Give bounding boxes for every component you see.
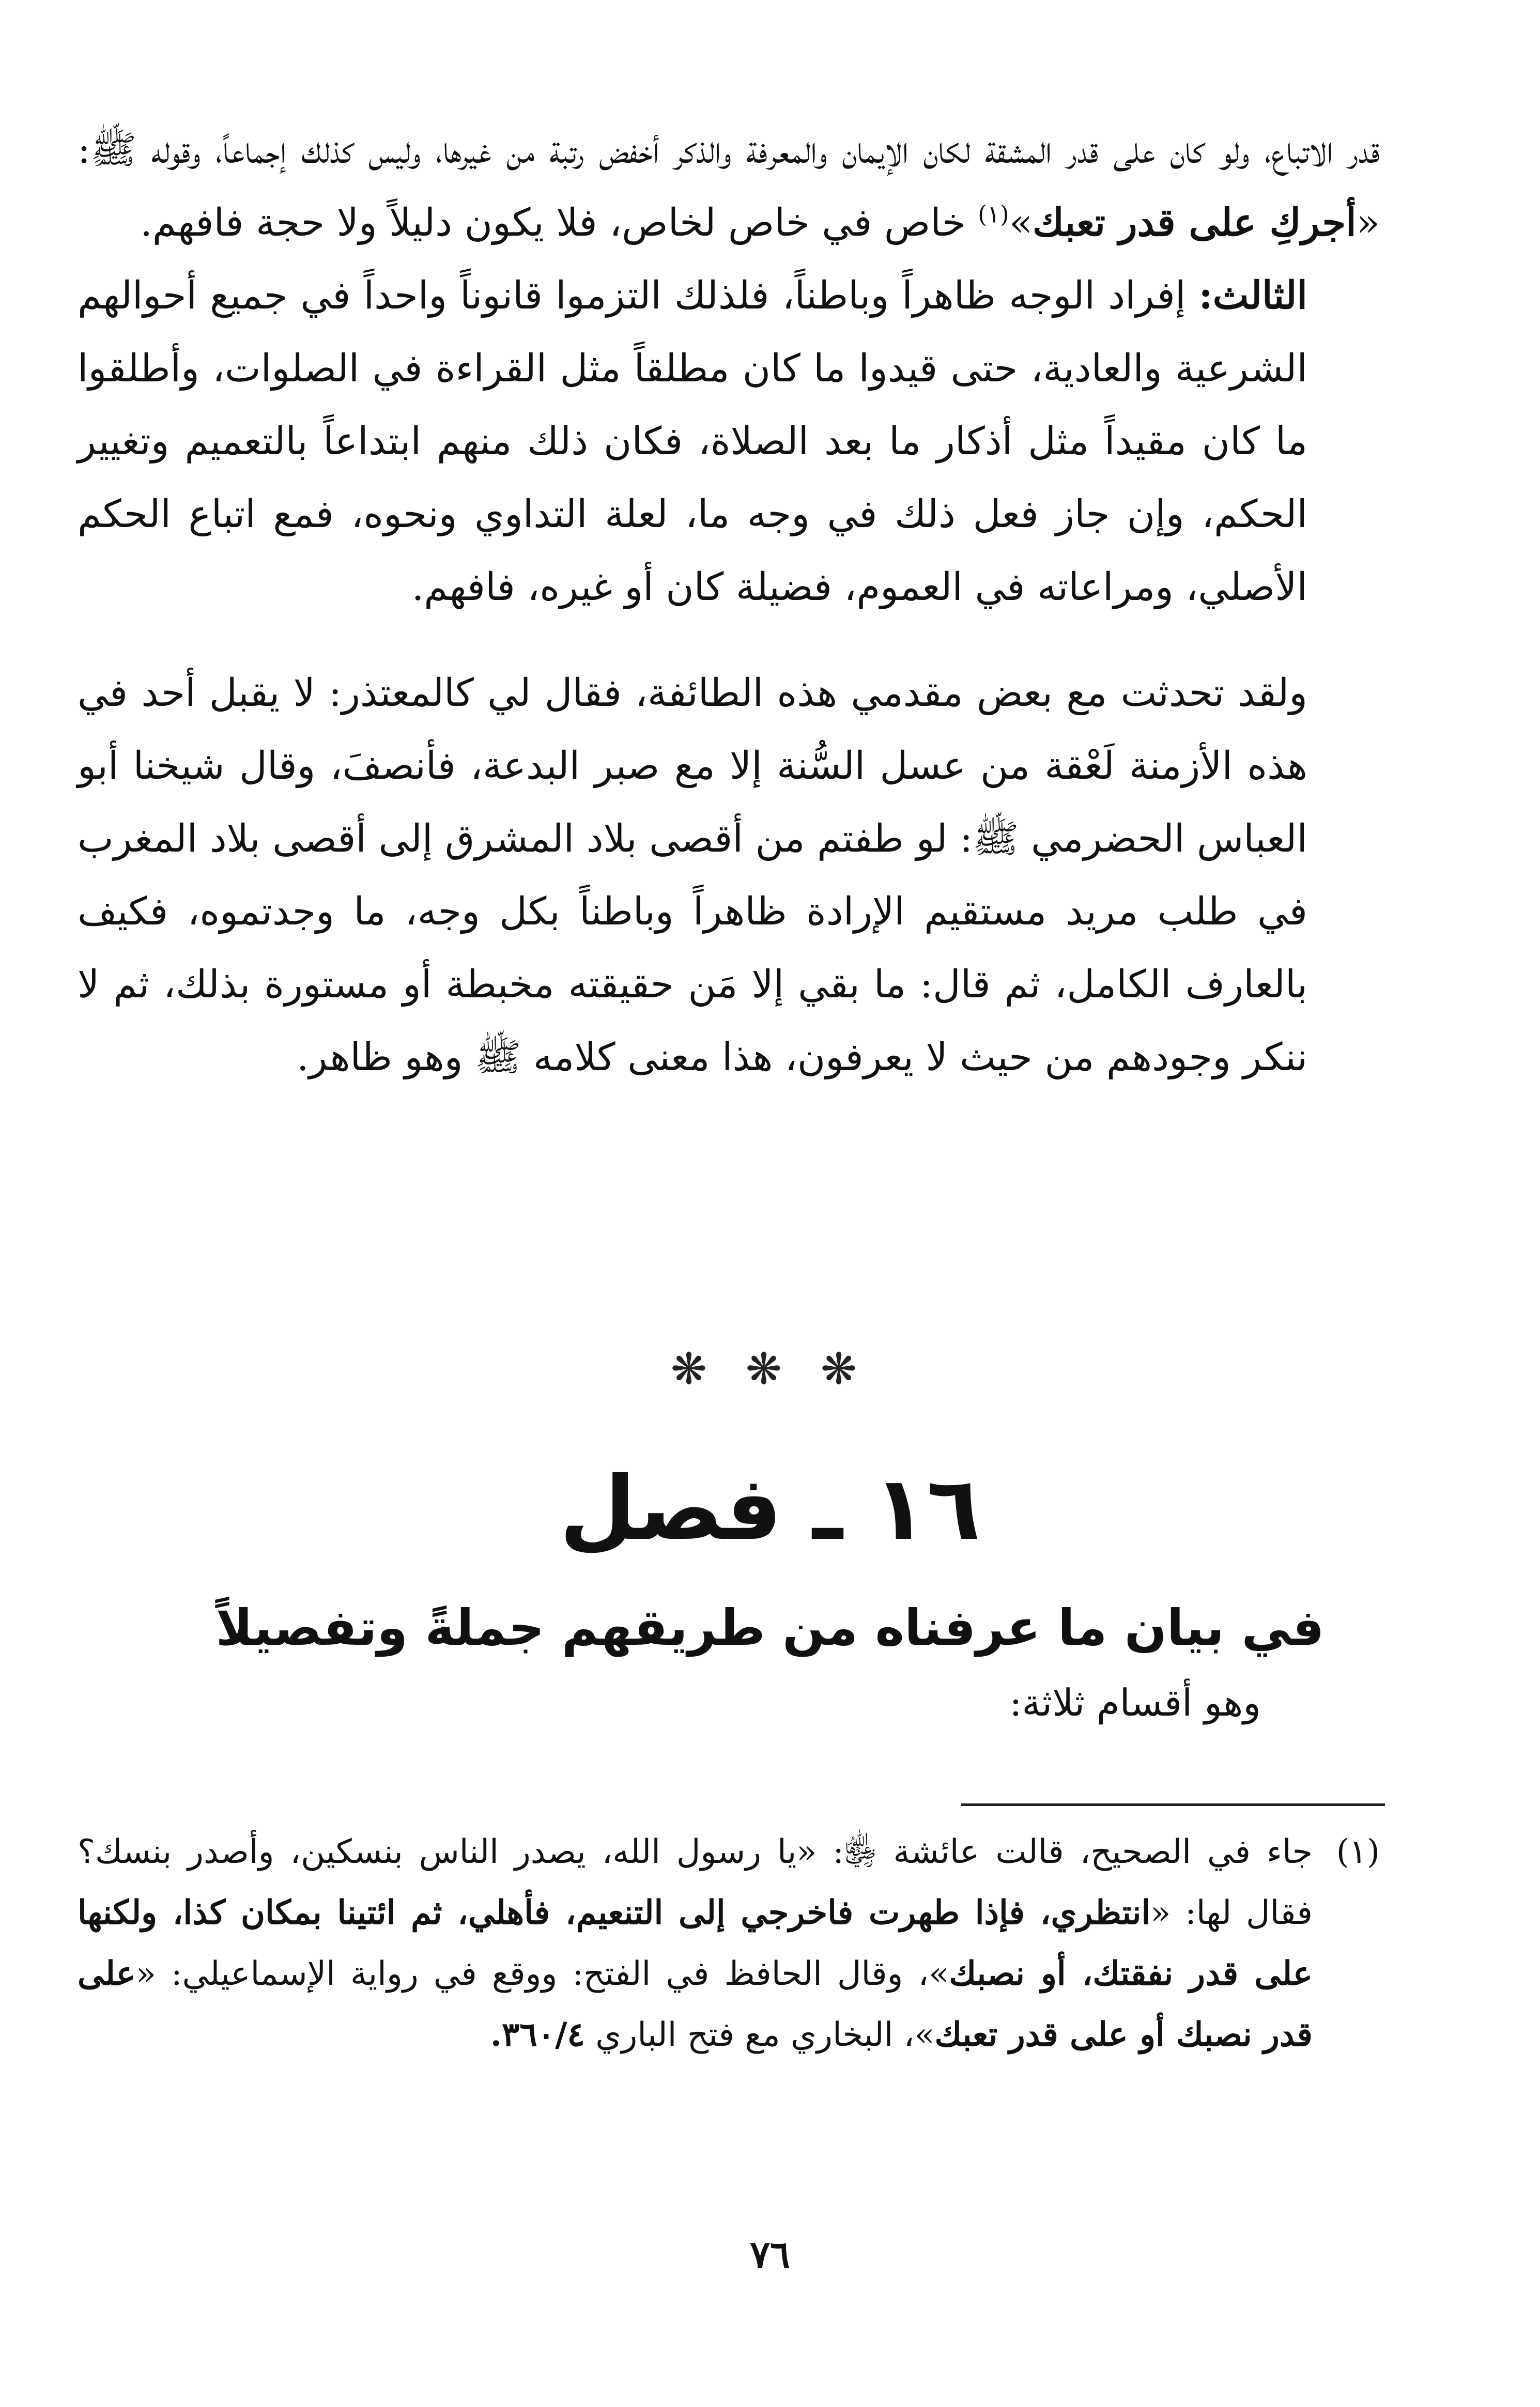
footnote-ref[interactable]: (١) <box>978 200 1009 228</box>
page-number: ٧٦ <box>750 2232 790 2276</box>
footnote-number: (١) <box>1336 1833 1380 1871</box>
paragraph-3: ولقد تحدثت مع بعض مقدمي هذه الطائفة، فقال لي كالمعتذر: لا يقبل أحد في هذه الأزمنة لَعْقة من عسل السُّنة إلا مع صبر البدعة، فأنصفَ، وقال شيخنا أبو العباس الحضرمي ﷺ: لو طفتم من أقصى بلاد المشرق إلى أقصى بلاد المغرب في طلب مريد مستقيم الإرادة ظاهراً وباطناً بكل وجه، ما وجدتموه، فكيف بالعارف الكامل، ثم قال: ما بقي إلا مَن حقيقته مخبطة أو مستورة بذلك، ثم لا ننكر وجودهم من حيث لا يعرفون، هذا معنى كلامه ﷺ وهو ظاهر. <box>78 671 1307 1079</box>
chapter-title: ١٦ ـ فصل <box>559 1458 981 1560</box>
footnote-body: جاء في الصحيح، قالت عائشة ﵂: «يا رسول الله، يصدر الناس بنسكين، وأصدر بنسك؟ فقال لها: «انتظري، فإذا طهرت فاخرجي إلى التنعيم، فأهلي، ثم ائتينا بمكان كذا، ولكنها على قدر نفقتك، أو نصبك»، وقال الحافظ في الفتح: ووقع في رواية الإسماعيلي: «على قدر نصبك أو على قدر تعبك»، البخاري مع فتح الباري ٣٦٠/٤. <box>78 1833 1313 2054</box>
hadith-quote: أجركِ على قدر تعبك <box>1033 200 1357 245</box>
paragraph-1: قدر الاتباع، ولو كان على قدر المشقة لكان الإيمان والمعرفة والذكر أخفض رتبة من غيرها، وليس كذلك إجماعاً، وقوله ﷺ: «أجركِ على قدر تعبك»$^{(١)}$ خاص في خاص لخاص، فلا يكون دليلاً ولا حجة فافهم. <box>78 128 1380 245</box>
paragraph-2: الثالث: إفراد الوجه ظاهراً وباطناً، فلذلك التزموا قانوناً واحداً في جميع أحوالهم الشرعية والعادية، حتى قيدوا ما كان مطلقاً مثل القراءة في الصلوات، وأطلقوا ما كان مقيداً مثل أذكار ما بعد الصلاة، فكان ذلك منهم ابتداعاً بالتعميم وتغيير الحكم، وإن جاز فعل ذلك في وجه ما، لعلة التداوي ونحوه، فمع اتباع الحكم الأصلي، ومراعاته في العموم، فضيلة كان أو غيره، فافهم. <box>78 273 1307 609</box>
chapter-subtitle: في بيان ما عرفناه من طريقهم جملةً وتفصيلاً <box>215 1599 1325 1657</box>
section-label: الثالث: <box>1198 273 1307 318</box>
footnote-reference: ٣٦٠/٤. <box>490 2015 585 2054</box>
footnote-divider <box>961 1803 1385 1806</box>
main-text <box>78 114 1380 1094</box>
section-separator: ❋ ❋ ❋ <box>670 1344 870 1394</box>
footnote <box>78 1822 1380 2065</box>
chapter-intro: وهو أقسام ثلاثة: <box>1009 1681 1261 1724</box>
